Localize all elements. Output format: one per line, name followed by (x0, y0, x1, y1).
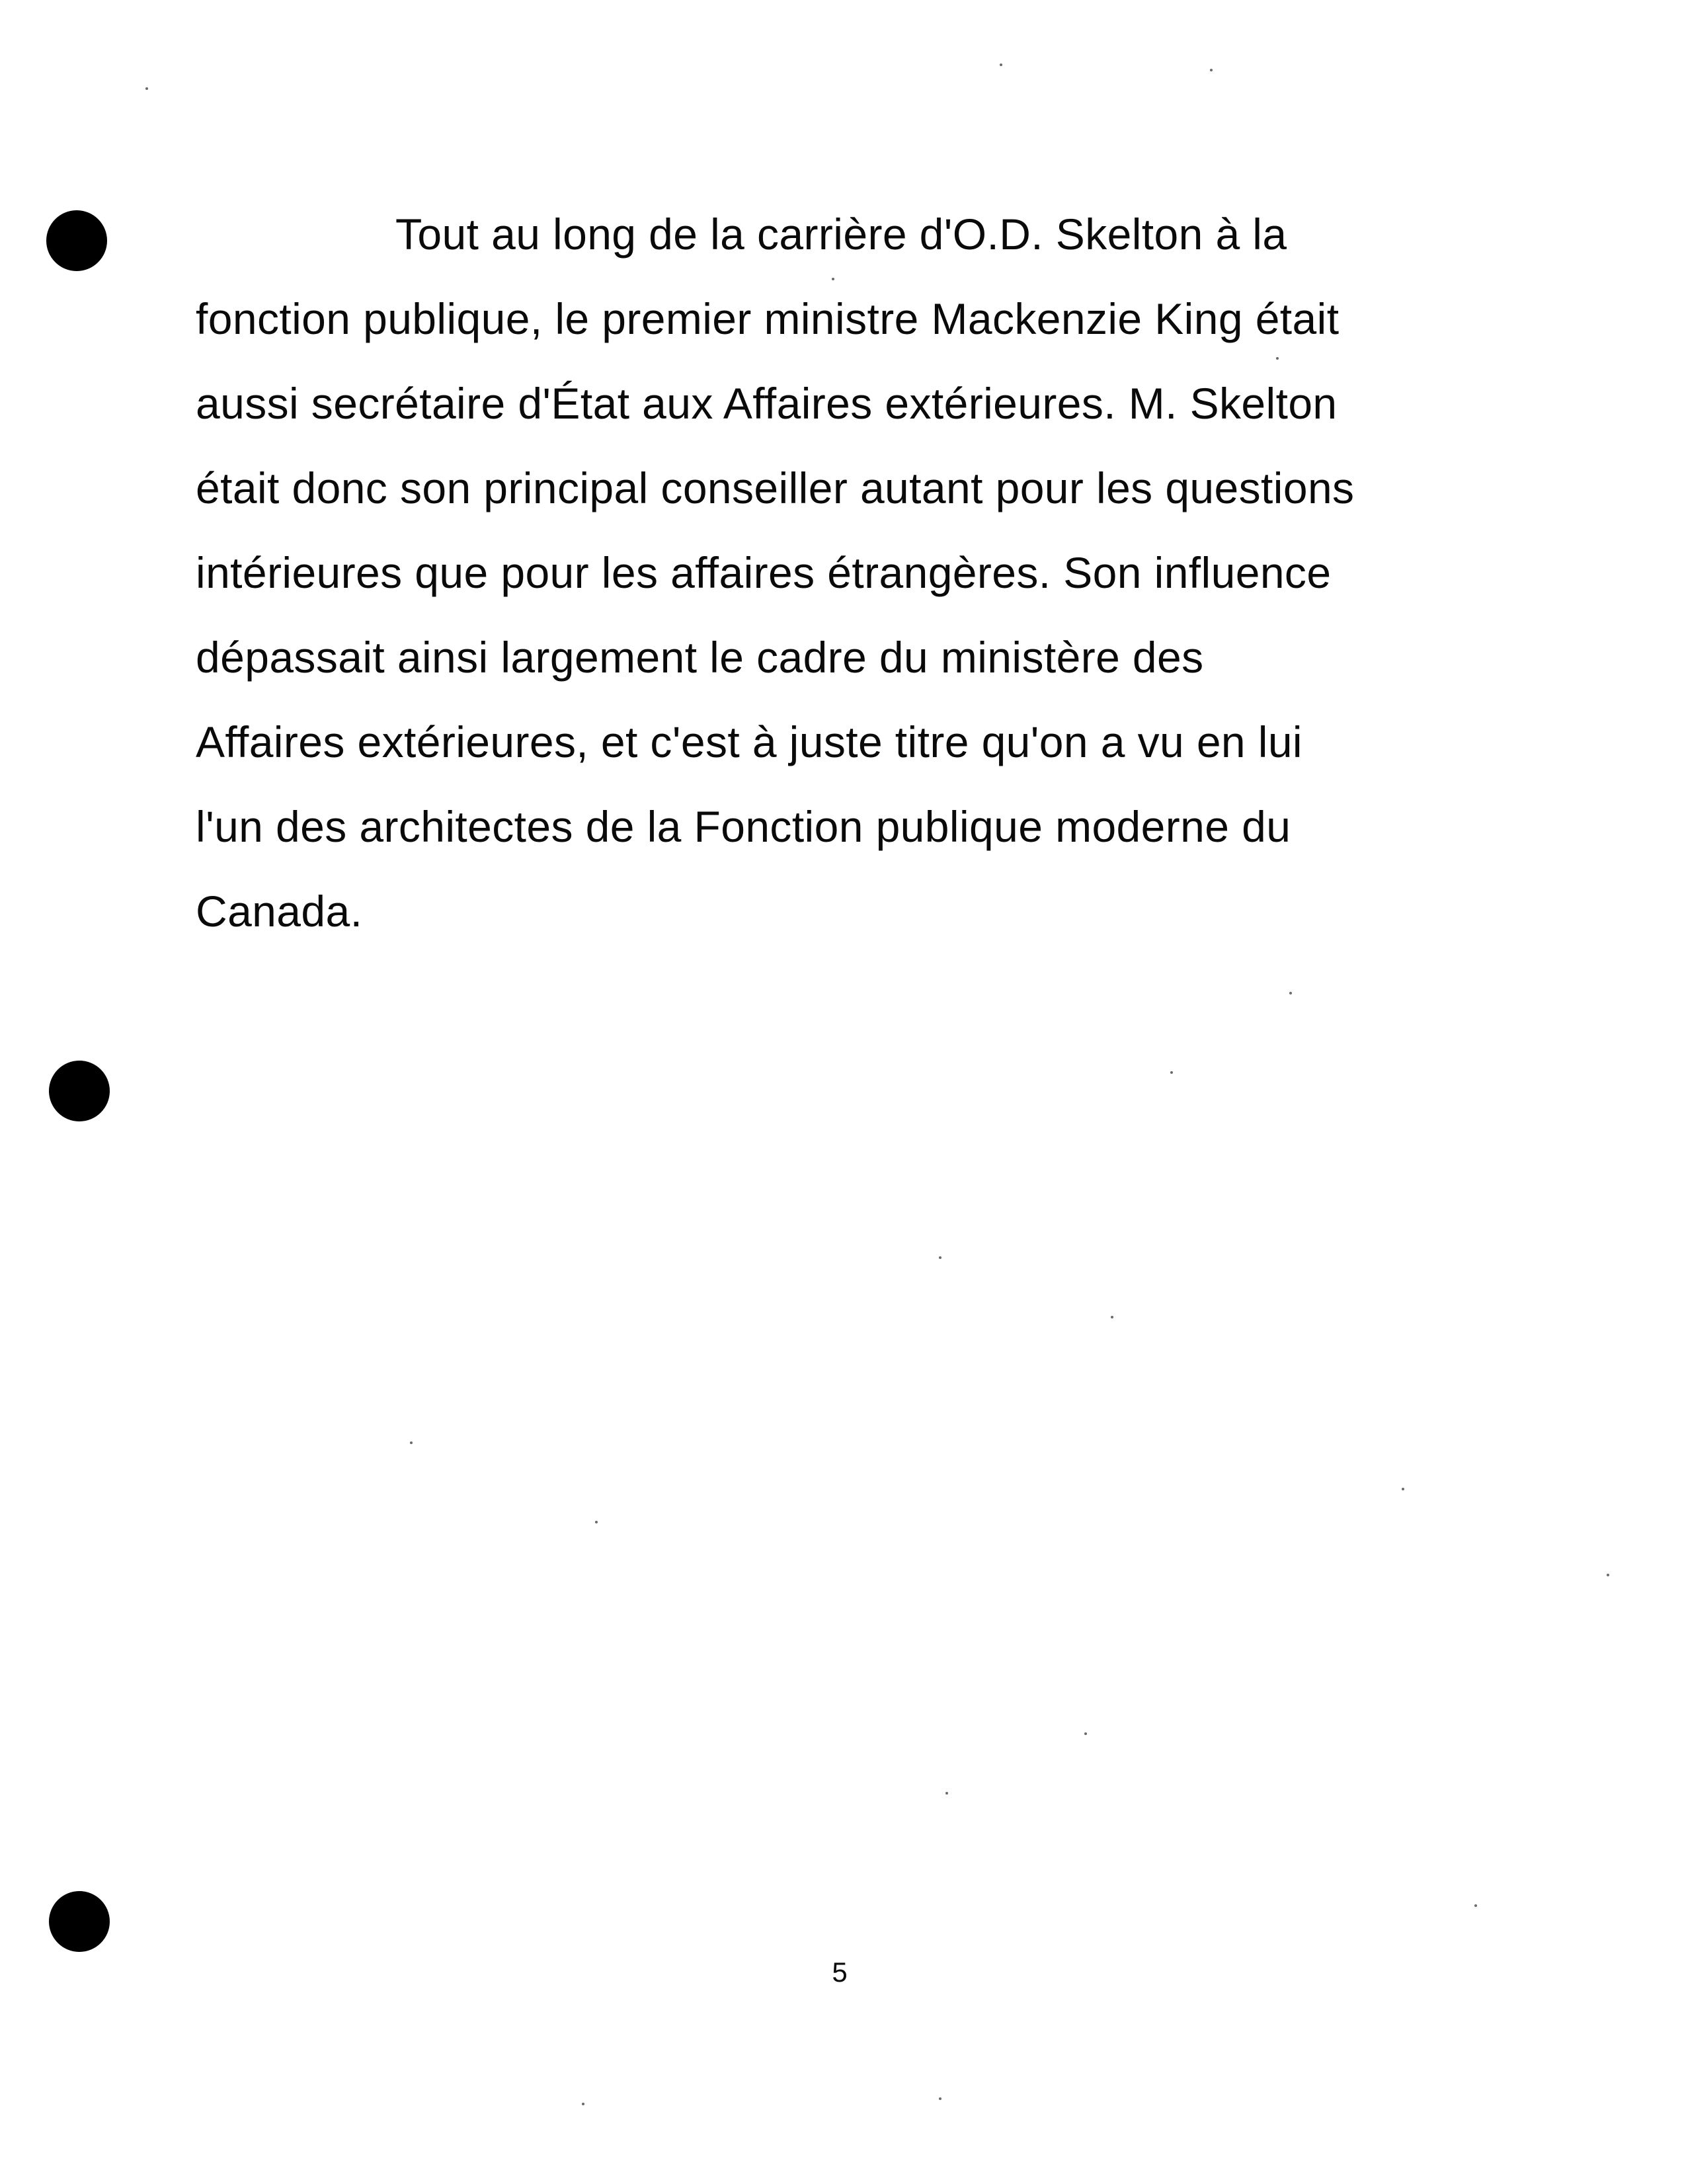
scan-speck (1607, 1574, 1609, 1576)
paragraph-line: l'un des architectes de la Fonction publique moderne du (196, 802, 1291, 851)
scan-speck (145, 87, 148, 90)
paragraph-line: fonction publique, le premier ministre Mackenzie King était (196, 294, 1340, 343)
scan-speck (1276, 357, 1279, 360)
punch-hole-bottom (49, 1891, 110, 1952)
scan-speck (1289, 992, 1292, 994)
scan-speck (939, 1256, 941, 1259)
scan-speck (1402, 1488, 1404, 1490)
punch-hole-middle (49, 1061, 110, 1121)
paragraph-line: Canada. (196, 887, 363, 936)
scan-speck (832, 278, 834, 280)
paragraph-line: dépassait ainsi largement le cadre du ministère des (196, 633, 1204, 682)
scan-speck (1170, 1071, 1173, 1074)
scan-speck (595, 1521, 598, 1523)
scan-speck (1210, 69, 1213, 71)
scan-speck (1474, 1904, 1477, 1907)
scan-speck (410, 1441, 413, 1444)
paragraph-line: intérieures que pour les affaires étrangères. Son influence (196, 548, 1332, 597)
paragraph-line: Affaires extérieures, et c'est à juste titre qu'on a vu en lui (196, 717, 1302, 766)
punch-hole-top (46, 210, 107, 271)
scan-speck (582, 2103, 584, 2105)
body-paragraph (196, 192, 1518, 953)
scan-speck (1111, 1316, 1113, 1318)
scan-speck (1084, 1732, 1087, 1735)
paragraph-line: aussi secrétaire d'État aux Affaires extérieures. M. Skelton (196, 379, 1338, 428)
scan-speck (939, 2097, 941, 2100)
paragraph-line: était donc son principal conseiller autant pour les questions (196, 464, 1355, 512)
page-number: 5 (832, 1957, 848, 1988)
scan-speck (1000, 63, 1002, 66)
paragraph-line: Tout au long de la carrière d'O.D. Skelton à la (395, 210, 1287, 259)
scan-speck (945, 1792, 948, 1795)
